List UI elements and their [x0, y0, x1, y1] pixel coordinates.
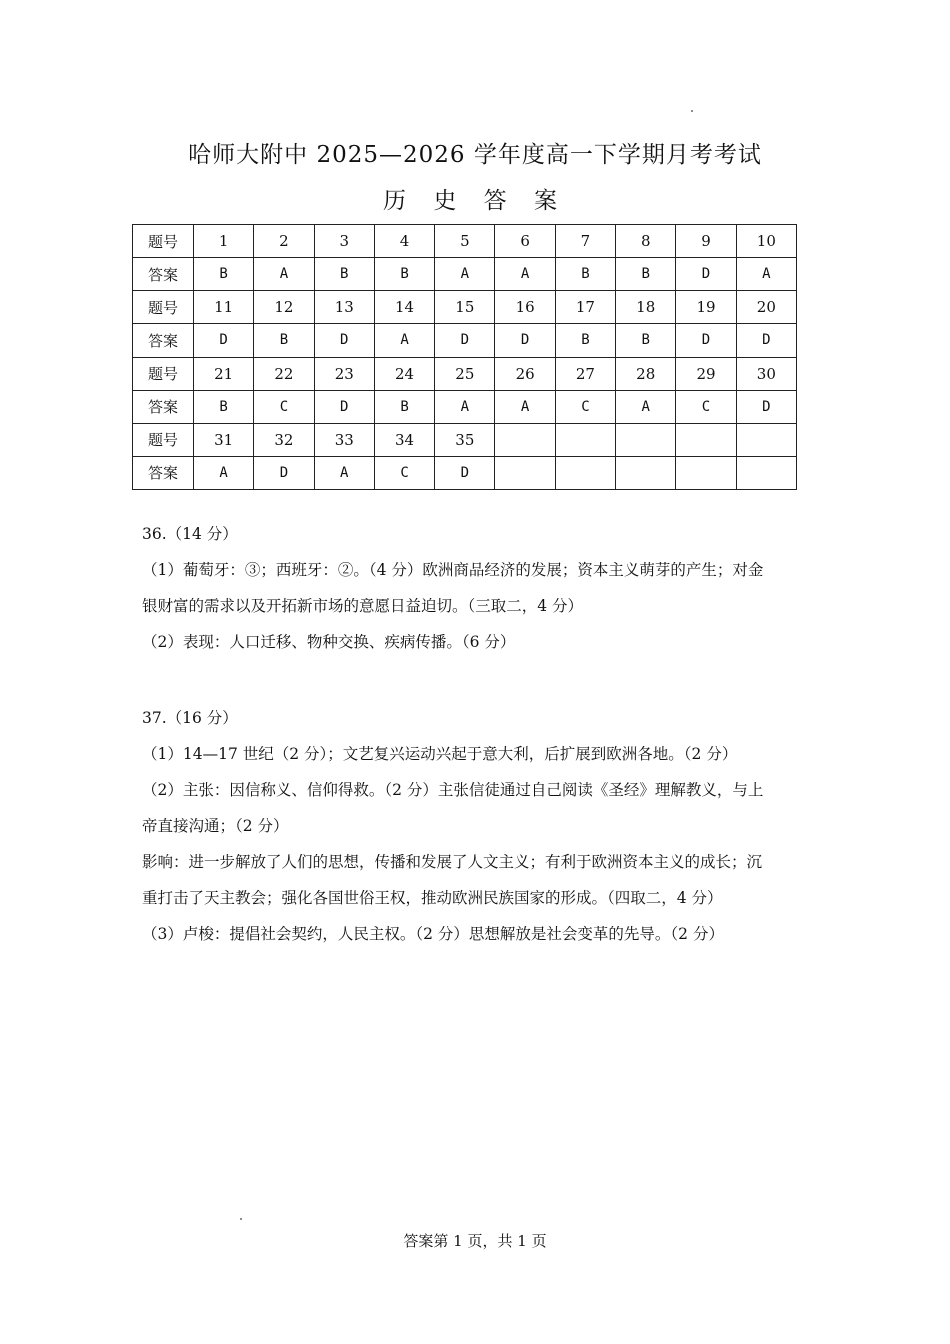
answer-cell: D — [435, 456, 495, 489]
page-title: 哈师大附中 2025—2026 学年度高一下学期月考考试 — [188, 142, 762, 168]
question-37-line: 重打击了天主教会；强化各国世俗王权，推动欧洲民族国家的形成。（四取二，4 分） — [142, 889, 723, 907]
question-number-cell: 14 — [374, 291, 434, 324]
answer-row — [133, 324, 797, 357]
answer-cell: C — [676, 390, 736, 423]
answer-cell: A — [435, 258, 495, 291]
question-36-line: （1）葡萄牙：③；西班牙：②。（4 分）欧洲商品经济的发展；资本主义萌芽的产生；对金 — [142, 561, 764, 579]
row-label: 题号 — [133, 225, 194, 258]
answer-cell: D — [495, 324, 555, 357]
answer-cell: A — [194, 456, 254, 489]
question-number-cell: 27 — [555, 357, 615, 390]
question-36 — [142, 516, 802, 660]
page-footer: 答案第 1 页，共 1 页 — [403, 1232, 547, 1250]
question-number-cell: 26 — [495, 357, 555, 390]
row-label: 答案 — [133, 456, 194, 489]
answer-cell: B — [314, 258, 374, 291]
answer-cell: D — [194, 324, 254, 357]
answer-cell: B — [374, 390, 434, 423]
question-number-cell: 12 — [254, 291, 314, 324]
question-37-line: （2）主张：因信称义、信仰得救。（2 分）主张信徒通过自己阅读《圣经》理解教义，与上 — [142, 781, 764, 799]
question-37-heading: 37.（16 分） — [142, 709, 238, 727]
question-number-cell: 2 — [254, 225, 314, 258]
row-label: 题号 — [133, 291, 194, 324]
question-36-line: （2）表现：人口迁移、物种交换、疾病传播。（6 分） — [142, 633, 516, 651]
question-number-row — [133, 357, 797, 390]
answer-cell: C — [254, 390, 314, 423]
answer-cell: B — [374, 258, 434, 291]
answer-cell: D — [314, 390, 374, 423]
answer-cell: D — [676, 324, 736, 357]
question-number-cell — [676, 423, 736, 456]
question-number-cell: 16 — [495, 291, 555, 324]
scan-dot — [240, 1218, 242, 1220]
answer-cell: A — [495, 390, 555, 423]
answer-cell: A — [314, 456, 374, 489]
question-number-cell: 9 — [676, 225, 736, 258]
question-37-line: （3）卢梭：提倡社会契约，人民主权。（2 分）思想解放是社会变革的先导。（2 分） — [142, 925, 724, 943]
question-number-cell: 22 — [254, 357, 314, 390]
question-37 — [142, 700, 802, 952]
answer-cell: B — [616, 258, 676, 291]
question-number-cell: 8 — [616, 225, 676, 258]
question-number-cell: 11 — [194, 291, 254, 324]
question-number-cell: 13 — [314, 291, 374, 324]
answer-cell: A — [254, 258, 314, 291]
answer-cell: B — [555, 258, 615, 291]
question-37-line: 影响：进一步解放了人们的思想，传播和发展了人文主义；有利于欧洲资本主义的成长；沉 — [142, 853, 763, 871]
question-number-cell: 28 — [616, 357, 676, 390]
question-number-cell: 30 — [736, 357, 796, 390]
answer-cell: A — [495, 258, 555, 291]
answer-cell: A — [616, 390, 676, 423]
question-number-cell: 10 — [736, 225, 796, 258]
question-number-cell: 3 — [314, 225, 374, 258]
row-label: 答案 — [133, 390, 194, 423]
question-number-cell: 1 — [194, 225, 254, 258]
answer-cell: D — [676, 258, 736, 291]
row-label: 答案 — [133, 258, 194, 291]
question-36-line: 银财富的需求以及开拓新市场的意愿日益迫切。（三取二，4 分） — [142, 597, 584, 615]
answer-cell: B — [194, 390, 254, 423]
answer-cell: A — [736, 258, 796, 291]
answer-row — [133, 390, 797, 423]
answer-row — [133, 456, 797, 489]
answer-cell: B — [555, 324, 615, 357]
question-number-cell: 23 — [314, 357, 374, 390]
answer-cell: D — [736, 390, 796, 423]
answer-cell: A — [435, 390, 495, 423]
question-number-cell: 35 — [435, 423, 495, 456]
answer-cell: A — [374, 324, 434, 357]
answer-cell — [736, 456, 796, 489]
row-label: 题号 — [133, 357, 194, 390]
question-number-cell: 6 — [495, 225, 555, 258]
question-number-cell: 19 — [676, 291, 736, 324]
question-number-cell: 32 — [254, 423, 314, 456]
question-number-cell: 33 — [314, 423, 374, 456]
question-number-cell: 15 — [435, 291, 495, 324]
row-label: 答案 — [133, 324, 194, 357]
question-number-cell: 24 — [374, 357, 434, 390]
question-37-line: （1）14—17 世纪（2 分）；文艺复兴运动兴起于意大利，后扩展到欧洲各地。（2 分） — [142, 745, 738, 763]
answer-cell: D — [736, 324, 796, 357]
question-number-cell: 25 — [435, 357, 495, 390]
question-number-cell: 7 — [555, 225, 615, 258]
answer-cell — [616, 456, 676, 489]
answer-cell: C — [374, 456, 434, 489]
question-37-line: 帝直接沟通；（2 分） — [142, 817, 289, 835]
question-number-cell — [555, 423, 615, 456]
answer-cell: D — [254, 456, 314, 489]
question-number-cell: 18 — [616, 291, 676, 324]
question-number-cell: 17 — [555, 291, 615, 324]
question-number-row — [133, 225, 797, 258]
row-label: 题号 — [133, 423, 194, 456]
question-number-cell — [495, 423, 555, 456]
question-number-cell: 34 — [374, 423, 434, 456]
answer-cell — [555, 456, 615, 489]
question-number-cell: 5 — [435, 225, 495, 258]
question-36-heading: 36.（14 分） — [142, 525, 238, 543]
answer-cell: C — [555, 390, 615, 423]
answer-row — [133, 258, 797, 291]
answer-cell: B — [254, 324, 314, 357]
question-number-row — [133, 291, 797, 324]
answer-table — [132, 224, 797, 490]
scan-dot — [691, 110, 693, 112]
answer-cell: B — [616, 324, 676, 357]
question-number-cell: 20 — [736, 291, 796, 324]
question-number-cell: 4 — [374, 225, 434, 258]
page-subtitle: 历 史 答 案 — [383, 188, 567, 214]
answer-cell: B — [194, 258, 254, 291]
question-number-cell — [736, 423, 796, 456]
answer-cell: D — [314, 324, 374, 357]
question-number-cell — [616, 423, 676, 456]
question-number-row — [133, 423, 797, 456]
question-number-cell: 31 — [194, 423, 254, 456]
question-number-cell: 21 — [194, 357, 254, 390]
answer-cell — [676, 456, 736, 489]
answer-cell — [495, 456, 555, 489]
answer-cell: D — [435, 324, 495, 357]
question-number-cell: 29 — [676, 357, 736, 390]
